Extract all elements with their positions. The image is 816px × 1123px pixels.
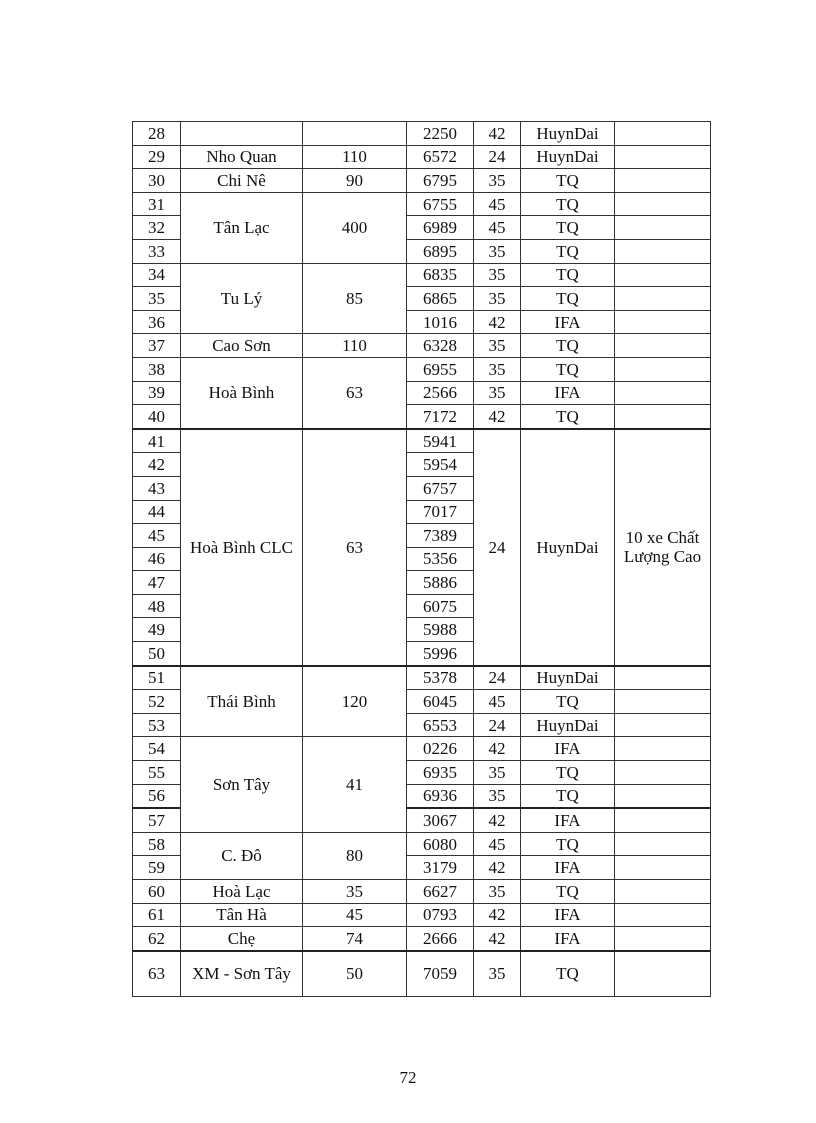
row-number: 43 xyxy=(133,476,181,500)
row-number: 48 xyxy=(133,594,181,618)
destination-cell: Cao Sơn xyxy=(181,334,303,358)
plate-cell: 6080 xyxy=(407,832,474,856)
note-cell xyxy=(615,713,711,737)
seats-cell: 35 xyxy=(474,287,521,311)
distance-cell: 63 xyxy=(303,429,407,666)
distance-cell: 50 xyxy=(303,951,407,997)
note-cell xyxy=(615,737,711,761)
seats-cell: 35 xyxy=(474,784,521,808)
row-number: 55 xyxy=(133,761,181,785)
note-cell xyxy=(615,666,711,690)
destination-cell: Hoà Lạc xyxy=(181,880,303,904)
seats-cell: 45 xyxy=(474,832,521,856)
row-number: 37 xyxy=(133,334,181,358)
row-number: 30 xyxy=(133,169,181,193)
row-number: 41 xyxy=(133,429,181,453)
note-cell xyxy=(615,145,711,169)
note-cell xyxy=(615,169,711,193)
make-cell: TQ xyxy=(521,784,615,808)
table-row xyxy=(133,122,711,146)
seats-cell: 42 xyxy=(474,310,521,334)
row-number: 38 xyxy=(133,357,181,381)
plate-cell: 5356 xyxy=(407,547,474,571)
seats-cell: 42 xyxy=(474,856,521,880)
row-number: 35 xyxy=(133,287,181,311)
seats-cell: 42 xyxy=(474,927,521,951)
table-row xyxy=(133,951,711,997)
destination-cell xyxy=(181,122,303,146)
note-cell xyxy=(615,856,711,880)
note-cell xyxy=(615,122,711,146)
distance-cell: 45 xyxy=(303,903,407,927)
row-number: 31 xyxy=(133,192,181,216)
row-number: 42 xyxy=(133,453,181,477)
row-number: 54 xyxy=(133,737,181,761)
make-cell: HuynDai xyxy=(521,666,615,690)
seats-cell: 45 xyxy=(474,216,521,240)
table-row xyxy=(133,334,711,358)
table-row xyxy=(133,429,711,453)
destination-cell: Chi Nê xyxy=(181,169,303,193)
plate-cell: 3179 xyxy=(407,856,474,880)
make-cell: TQ xyxy=(521,169,615,193)
note-cell xyxy=(615,951,711,997)
make-cell: IFA xyxy=(521,903,615,927)
seats-cell: 35 xyxy=(474,761,521,785)
row-number: 45 xyxy=(133,524,181,548)
seats-cell: 42 xyxy=(474,737,521,761)
row-number: 62 xyxy=(133,927,181,951)
make-cell: TQ xyxy=(521,192,615,216)
plate-cell: 6755 xyxy=(407,192,474,216)
plate-cell: 6075 xyxy=(407,594,474,618)
make-cell: TQ xyxy=(521,690,615,714)
make-cell: IFA xyxy=(521,737,615,761)
make-cell: IFA xyxy=(521,381,615,405)
distance-cell: 63 xyxy=(303,357,407,428)
row-number: 40 xyxy=(133,405,181,429)
row-number: 59 xyxy=(133,856,181,880)
plate-cell: 7059 xyxy=(407,951,474,997)
seats-cell: 42 xyxy=(474,903,521,927)
note-cell xyxy=(615,287,711,311)
make-cell: TQ xyxy=(521,216,615,240)
note-cell xyxy=(615,880,711,904)
row-number: 51 xyxy=(133,666,181,690)
distance-cell: 110 xyxy=(303,145,407,169)
make-cell: HuynDai xyxy=(521,122,615,146)
make-cell: TQ xyxy=(521,357,615,381)
plate-cell: 7389 xyxy=(407,524,474,548)
row-number: 46 xyxy=(133,547,181,571)
table-row xyxy=(133,832,711,856)
seats-cell: 24 xyxy=(474,145,521,169)
row-number: 57 xyxy=(133,808,181,832)
distance-cell: 35 xyxy=(303,880,407,904)
row-number: 53 xyxy=(133,713,181,737)
row-number: 32 xyxy=(133,216,181,240)
seats-cell: 45 xyxy=(474,192,521,216)
row-number: 50 xyxy=(133,642,181,666)
plate-cell: 7172 xyxy=(407,405,474,429)
row-number: 61 xyxy=(133,903,181,927)
plate-cell: 6795 xyxy=(407,169,474,193)
plate-cell: 0226 xyxy=(407,737,474,761)
seats-cell: 35 xyxy=(474,334,521,358)
note-cell xyxy=(615,357,711,381)
distance-cell: 80 xyxy=(303,832,407,879)
row-number: 56 xyxy=(133,784,181,808)
make-cell: TQ xyxy=(521,880,615,904)
destination-cell: Tân Lạc xyxy=(181,192,303,263)
seats-cell: 42 xyxy=(474,808,521,832)
table-row xyxy=(133,169,711,193)
plate-cell: 6553 xyxy=(407,713,474,737)
seats-cell: 35 xyxy=(474,169,521,193)
row-number: 49 xyxy=(133,618,181,642)
distance-cell: 41 xyxy=(303,737,407,832)
destination-cell: XM - Sơn Tây xyxy=(181,951,303,997)
plate-cell: 6895 xyxy=(407,239,474,263)
plate-cell: 5886 xyxy=(407,571,474,595)
seats-cell: 45 xyxy=(474,690,521,714)
table-row xyxy=(133,263,711,287)
make-cell: IFA xyxy=(521,856,615,880)
make-cell: TQ xyxy=(521,334,615,358)
plate-cell: 6045 xyxy=(407,690,474,714)
destination-cell: Tân Hà xyxy=(181,903,303,927)
plate-cell: 6328 xyxy=(407,334,474,358)
plate-cell: 3067 xyxy=(407,808,474,832)
plate-cell: 5996 xyxy=(407,642,474,666)
seats-cell: 42 xyxy=(474,122,521,146)
row-number: 39 xyxy=(133,381,181,405)
table-row xyxy=(133,903,711,927)
make-cell: TQ xyxy=(521,951,615,997)
note-cell: 10 xe Chất Lượng Cao xyxy=(615,429,711,666)
plate-cell: 2250 xyxy=(407,122,474,146)
note-cell xyxy=(615,784,711,808)
plate-cell: 5988 xyxy=(407,618,474,642)
plate-cell: 7017 xyxy=(407,500,474,524)
destination-cell: Chẹ xyxy=(181,927,303,951)
seats-cell: 35 xyxy=(474,951,521,997)
row-number: 28 xyxy=(133,122,181,146)
note-cell xyxy=(615,690,711,714)
make-cell: HuynDai xyxy=(521,145,615,169)
distance-cell: 85 xyxy=(303,263,407,334)
row-number: 47 xyxy=(133,571,181,595)
plate-cell: 0793 xyxy=(407,903,474,927)
plate-cell: 6627 xyxy=(407,880,474,904)
destination-cell: C. Đô xyxy=(181,832,303,879)
make-cell: TQ xyxy=(521,287,615,311)
make-cell: IFA xyxy=(521,808,615,832)
plate-cell: 6865 xyxy=(407,287,474,311)
table-row xyxy=(133,192,711,216)
seats-cell: 35 xyxy=(474,357,521,381)
distance-cell: 400 xyxy=(303,192,407,263)
destination-cell: Nho Quan xyxy=(181,145,303,169)
note-cell xyxy=(615,761,711,785)
note-cell xyxy=(615,192,711,216)
seats-cell: 24 xyxy=(474,713,521,737)
table-row xyxy=(133,880,711,904)
row-number: 29 xyxy=(133,145,181,169)
make-cell: TQ xyxy=(521,239,615,263)
distance-cell: 74 xyxy=(303,927,407,951)
distance-cell: 120 xyxy=(303,666,407,737)
distance-cell xyxy=(303,122,407,146)
note-cell xyxy=(615,903,711,927)
make-cell: TQ xyxy=(521,263,615,287)
seats-cell: 35 xyxy=(474,880,521,904)
note-cell xyxy=(615,310,711,334)
plate-cell: 6757 xyxy=(407,476,474,500)
make-cell: HuynDai xyxy=(521,429,615,666)
row-number: 52 xyxy=(133,690,181,714)
table-row xyxy=(133,927,711,951)
bus-route-table xyxy=(132,121,711,997)
row-number: 44 xyxy=(133,500,181,524)
note-cell xyxy=(615,405,711,429)
note-cell xyxy=(615,381,711,405)
make-cell: HuynDai xyxy=(521,713,615,737)
plate-cell: 6835 xyxy=(407,263,474,287)
table-row xyxy=(133,737,711,761)
distance-cell: 110 xyxy=(303,334,407,358)
plate-cell: 5954 xyxy=(407,453,474,477)
make-cell: TQ xyxy=(521,405,615,429)
page-number: 72 xyxy=(399,1068,417,1087)
row-number: 63 xyxy=(133,951,181,997)
plate-cell: 2666 xyxy=(407,927,474,951)
note-cell xyxy=(615,927,711,951)
plate-cell: 1016 xyxy=(407,310,474,334)
row-number: 34 xyxy=(133,263,181,287)
seats-cell: 24 xyxy=(474,429,521,666)
note-cell xyxy=(615,832,711,856)
note-cell xyxy=(615,263,711,287)
plate-cell: 6989 xyxy=(407,216,474,240)
make-cell: IFA xyxy=(521,310,615,334)
table-row xyxy=(133,145,711,169)
note-cell xyxy=(615,334,711,358)
destination-cell: Hoà Bình CLC xyxy=(181,429,303,666)
seats-cell: 24 xyxy=(474,666,521,690)
make-cell: TQ xyxy=(521,832,615,856)
row-number: 33 xyxy=(133,239,181,263)
table-row xyxy=(133,666,711,690)
distance-cell: 90 xyxy=(303,169,407,193)
destination-cell: Hoà Bình xyxy=(181,357,303,428)
make-cell: TQ xyxy=(521,761,615,785)
plate-cell: 2566 xyxy=(407,381,474,405)
seats-cell: 35 xyxy=(474,239,521,263)
plate-cell: 6936 xyxy=(407,784,474,808)
note-cell xyxy=(615,808,711,832)
row-number: 60 xyxy=(133,880,181,904)
seats-cell: 35 xyxy=(474,263,521,287)
table-row xyxy=(133,357,711,381)
plate-cell: 6955 xyxy=(407,357,474,381)
seats-cell: 35 xyxy=(474,381,521,405)
plate-cell: 6935 xyxy=(407,761,474,785)
make-cell: IFA xyxy=(521,927,615,951)
plate-cell: 5378 xyxy=(407,666,474,690)
destination-cell: Tu Lý xyxy=(181,263,303,334)
seats-cell: 42 xyxy=(474,405,521,429)
plate-cell: 5941 xyxy=(407,429,474,453)
destination-cell: Sơn Tây xyxy=(181,737,303,832)
note-cell xyxy=(615,239,711,263)
destination-cell: Thái Bình xyxy=(181,666,303,737)
note-cell xyxy=(615,216,711,240)
row-number: 36 xyxy=(133,310,181,334)
row-number: 58 xyxy=(133,832,181,856)
plate-cell: 6572 xyxy=(407,145,474,169)
